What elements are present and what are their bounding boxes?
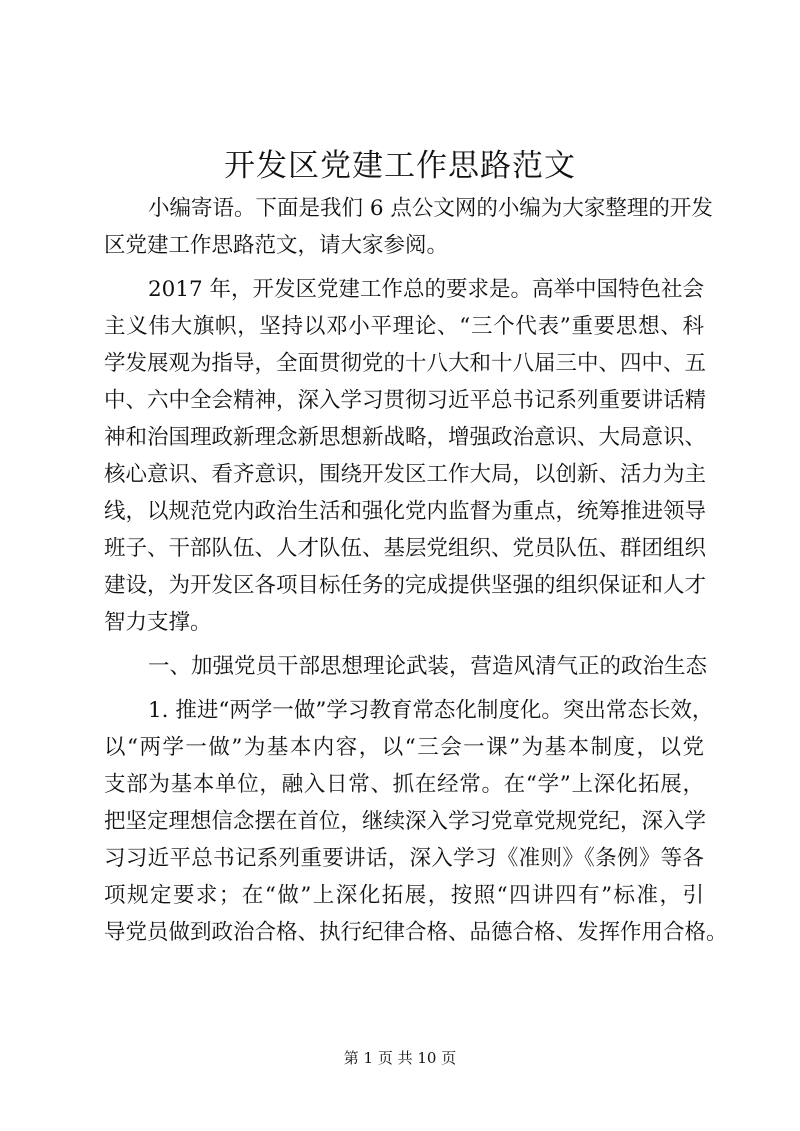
text-line: 小编寄语。下面是我们 6 点公文网的小编为大家整理的开发 [148,196,713,221]
text-line: 把坚定理想信念摆在首位，继续深入学习党章党规党纪，深入学 [104,809,707,834]
document-title: 开发区党建工作思路范文 [224,148,576,184]
section-heading [104,648,708,685]
text-line: 1. 推进“两学一做”学习教育常态化制度化。突出常态长效， [148,698,714,723]
text-line: 项规定要求；在“做”上深化拓展，按照“四讲四有”标准，引 [104,883,704,908]
text-line: 建设，为开发区各项目标任务的完成提供坚强的组织保证和人才 [104,573,707,598]
text-line: 2017 年，开发区党建工作总的要求是。高举中国特色社会 [148,277,705,302]
text-line: 神和治国理政新理念新思想新战略，增强政治意识、大局意识、 [104,425,707,450]
page-footer: 第 1 页 共 10 页 [343,1049,457,1067]
text-line: 学发展观为指导，全面贯彻党的十八大和十八届三中、四中、五 [104,351,707,376]
paragraph-intro [104,190,713,264]
text-line: 区党建工作思路范文，请大家参阅。 [104,233,449,258]
text-line: 习习近平总书记系列重要讲话，深入学习《准则》《条例》等各 [104,846,704,871]
text-line: 主义伟大旗帜，坚持以邓小平理论、“三个代表”重要思想、科 [104,314,704,339]
text-line: 班子、干部队伍、人才队伍、基层党组织、党员队伍、群团组织 [104,536,707,561]
text-line: 线，以规范党内政治生活和强化党内监督为重点，统筹推进领导 [104,499,707,524]
text-line: 导党员做到政治合格、执行纪律合格、品德合格、发挥作用合格。 [104,920,728,945]
text-line: 支部为基本单位，融入日常、抓在经常。在“学”上深化拓展， [104,772,704,797]
text-line: 智力支撑。 [104,610,212,635]
text-line: 以“两学一做”为基本内容，以“三会一课”为基本制度，以党 [104,735,704,760]
document-body [104,190,728,951]
paragraph-requirements [104,271,707,641]
text-line: 一、加强党员干部思想理论武装，营造风清气正的政治生态 [148,654,708,679]
text-line: 中、六中全会精神，深入学习贯彻习近平总书记系列重要讲话精 [104,388,707,413]
paragraph-item-1 [104,692,728,951]
text-line: 核心意识、看齐意识，围绕开发区工作大局，以创新、活力为主 [104,462,707,487]
